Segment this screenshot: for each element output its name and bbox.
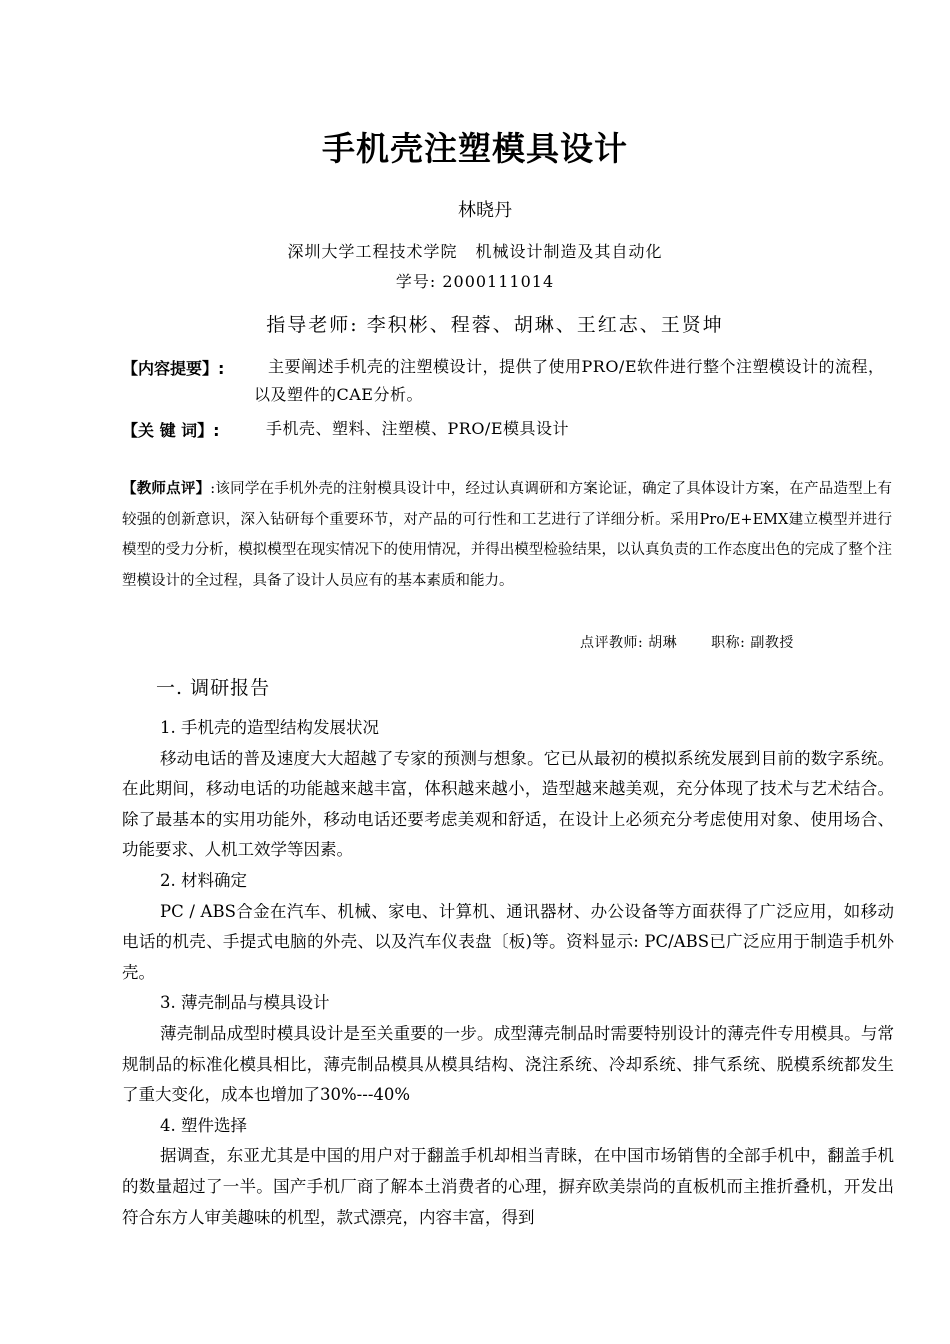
- advisors: 指导老师: 李积彬、程蓉、胡琳、王红志、王贤坤: [266, 314, 724, 336]
- paper-title: 手机壳注塑模具设计: [322, 129, 628, 168]
- subsection-heading: 2. 材料确定: [160, 870, 247, 890]
- paragraph: 据调查，东亚尤其是中国的用户对于翻盖手机却相当青睐，在中国市场销售的全部手机中，翻盖手机的数量超过了一半。国产手机厂商了解本土消费者的心理，摒弃欧美崇尚的直板机而主推折叠机，开发出符合东方人审美趣味的机型，款式漂亮，内容丰富，得到: [122, 1146, 894, 1227]
- paragraph: 薄壳制品成型时模具设计是至关重要的一步。成型薄壳制品时需要特别设计的薄壳件专用模具。与常规制品的标准化模具相比，薄壳制品模具从模具结构、浇注系统、冷却系统、排气系统、脱模系统都发生了重大变化，成本也增加了30%---40%: [122, 1023, 894, 1105]
- abstract-text: 主要阐述手机壳的注塑模设计，提供了使用PRO/E软件进行整个注塑模设计的流程，以及塑件的CAE分析。: [254, 357, 885, 404]
- reviewer-name: 点评教师: 胡琳: [580, 635, 678, 651]
- body-text: [122, 713, 894, 1233]
- reviewer-title: 职称: 副教授: [711, 635, 794, 651]
- teacher-comment: [122, 474, 892, 596]
- reviewer-info: [580, 632, 794, 652]
- abstract-label: 【内容提要】:: [122, 359, 225, 378]
- keywords-label: 【关 键 词】:: [122, 421, 220, 440]
- affiliation: [0, 239, 950, 262]
- paragraph: 移动电话的普及速度大大超越了专家的预测与想象。它已从最初的模拟系统发展到目前的数字系统。在此期间，移动电话的功能越来越丰富，体积越来越小，造型越来越美观，充分体现了技术与艺术结合。除了最基本的实用功能外，移动电话还要考虑美观和舒适，在设计上必须充分考虑使用对象、使用场合、功能要求、人机工效学等因素。: [122, 748, 894, 860]
- affiliation-major: 机械设计制造及其自动化: [475, 242, 663, 261]
- paragraph: PC / ABS合金在汽车、机械、家电、计算机、通讯器材、办公设备等方面获得了广泛应用，如移动电话的机壳、手提式电脑的外壳、以及汽车仪表盘〔板)等。资料显示: PC/ABS已广泛应用于制造手机外壳。: [122, 901, 894, 982]
- subsection-heading: 3. 薄壳制品与模具设计: [160, 993, 330, 1013]
- subsection-heading: 1. 手机壳的造型结构发展状况: [160, 718, 379, 737]
- author-name: 林晓丹: [458, 200, 512, 221]
- student-id: 学号: 2000111014: [395, 272, 555, 291]
- section-heading: 一. 调研报告: [156, 677, 271, 699]
- teacher-comment-text: :该同学在手机外壳的注射模具设计中，经过认真调研和方案论证，确定了具体设计方案，在产品造型上有较强的创新意识，深入钻研每个重要环节，对产品的可行性和工艺进行了详细分析。采用Pro/E+EMX建立模型并进行模型的受力分析，模拟模型在现实情况下的使用情况，并得出模型检验结果，以认真负责的工作态度出色的完成了整个注塑模设计的全过程，具备了设计人员应有的基本素质和能力。: [122, 481, 893, 589]
- subsection-heading: 4. 塑件选择: [160, 1115, 247, 1135]
- keywords-text: 手机壳、塑料、注塑模、PRO/E模具设计: [266, 419, 570, 438]
- teacher-comment-label: 【教师点评】: [122, 481, 211, 497]
- affiliation-school: 深圳大学工程技术学院: [287, 242, 458, 261]
